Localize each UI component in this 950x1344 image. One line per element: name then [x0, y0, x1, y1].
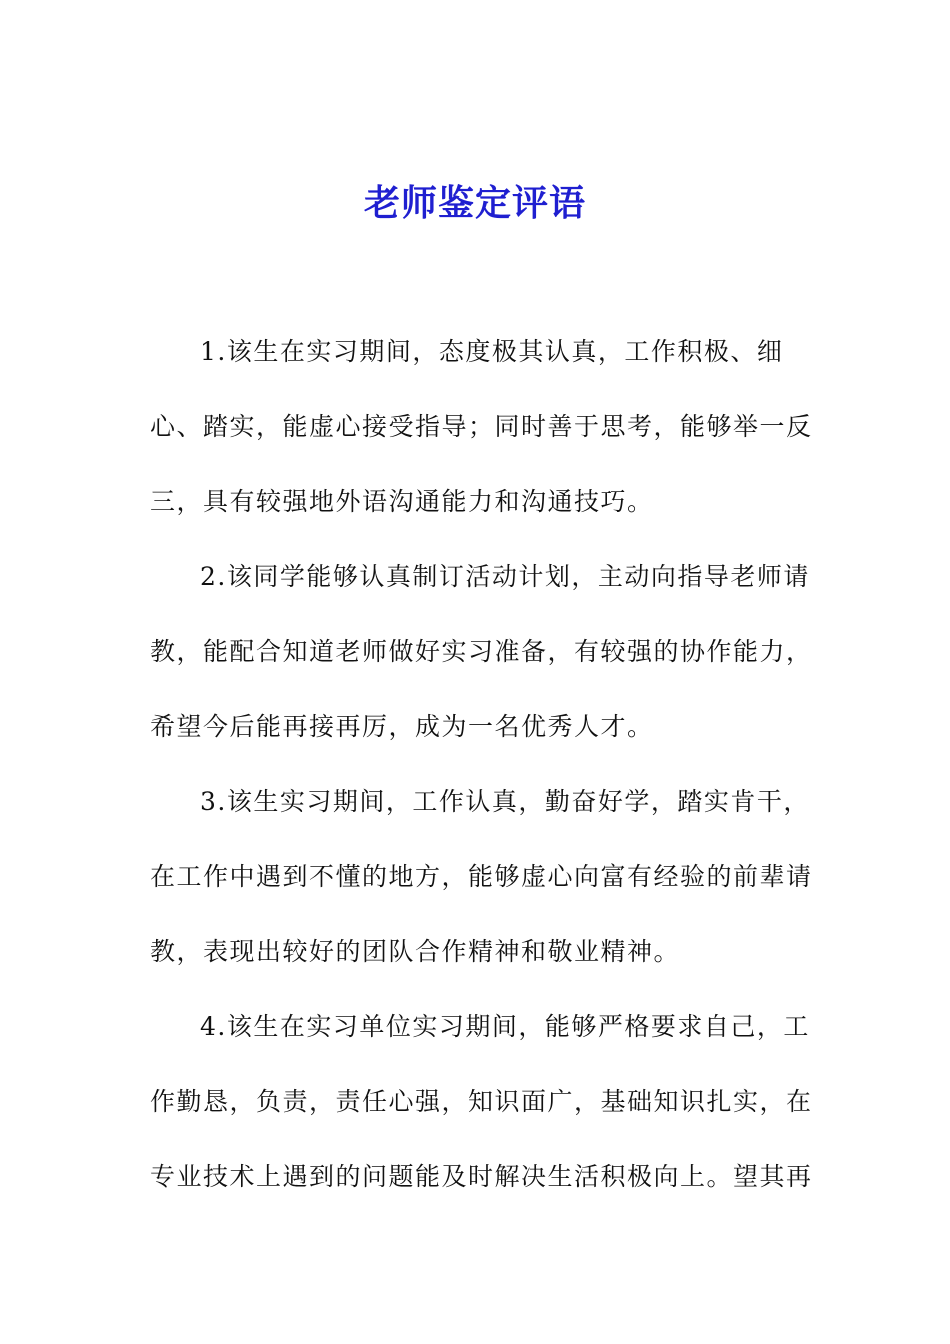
paragraph-4-line-3: 专业技术上遇到的问题能及时解决生活积极向上。望其再 [150, 1162, 813, 1191]
document-title: 老师鉴定评语 [363, 182, 586, 224]
paragraph-2-line-2: 教，能配合知道老师做好实习准备，有较强的协作能力， [150, 637, 813, 666]
paragraph-1-line-3: 三，具有较强地外语沟通能力和沟通技巧。 [150, 487, 654, 516]
paragraph-3-line-2: 在工作中遇到不懂的地方，能够虚心向富有经验的前辈请 [150, 862, 813, 891]
paragraph-2-line-1: 2.该同学能够认真制订活动计划，主动向指导老师请 [200, 562, 810, 591]
paragraph-1-line-1: 1.该生在实习期间，态度极其认真，工作积极、细 [200, 337, 784, 366]
paragraph-4-line-2: 作勤恳，负责，责任心强，知识面广，基础知识扎实，在 [150, 1087, 813, 1116]
paragraph-1-line-2: 心、踏实，能虚心接受指导；同时善于思考，能够举一反 [150, 412, 813, 441]
paragraph-3-line-3: 教，表现出较好的团队合作精神和敬业精神。 [150, 937, 681, 966]
paragraph-2-line-3: 希望今后能再接再厉，成为一名优秀人才。 [150, 712, 654, 741]
paragraph-3-line-1: 3.该生实习期间，工作认真，勤奋好学，踏实肯干， [200, 787, 810, 816]
paragraph-4-line-1: 4.该生在实习单位实习期间，能够严格要求自己，工 [200, 1012, 810, 1041]
